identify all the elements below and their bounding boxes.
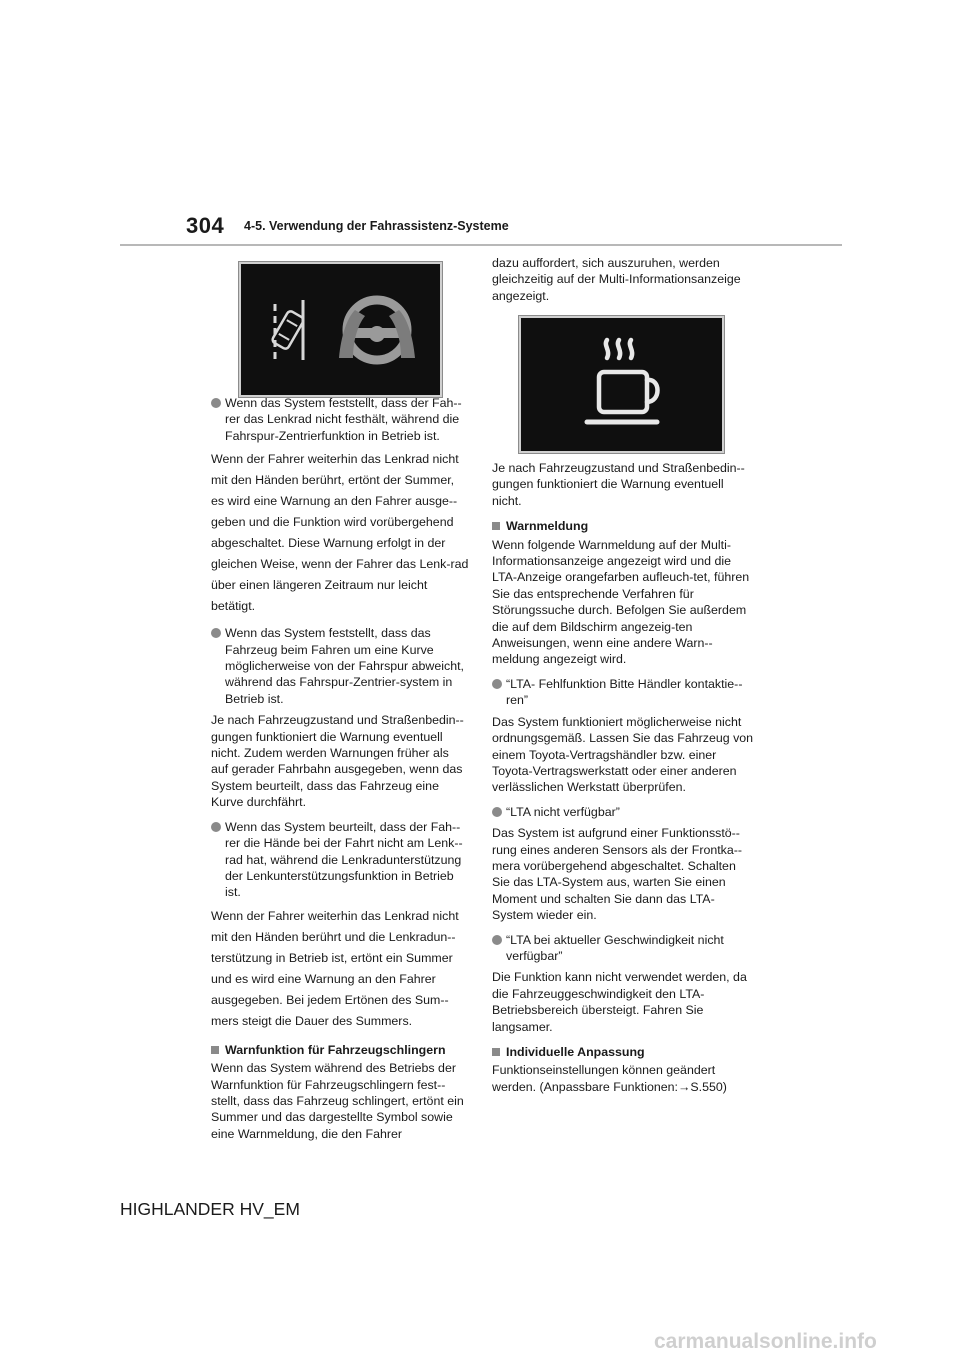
paragraph: Funktionseinstellungen können geändert werden. (Anpassbare Funktionen:→S.550) — [492, 1063, 727, 1094]
paragraph: Je nach Fahrzeugzustand und Straßenbedin-gungen funktioniert die Warnung eventuell nicht. — [492, 461, 745, 508]
left-column — [211, 395, 469, 1147]
lane-departure-icon — [271, 300, 305, 360]
paragraph: Wenn der Fahrer weiterhin das Lenkrad nicht mit den Händen berührt und die Lenkradun-terstützung in Betrieb ist, ertönt ein Summer und es wird eine Warnung an den Fahrer ausgegeben. Bei jedem Ertönen des Sum-mers steigt die Dauer des Summers. — [211, 908, 459, 1028]
subheading — [492, 1044, 754, 1060]
bullet-text: Wenn das System beurteilt, dass der Fah-rer die Hände bei der Fahrt nicht am Lenk-rad hat, während die Lenkradunterstützung der Lenkunterstützungsfunktion in Betrieb ist. — [225, 819, 463, 900]
bullet-text: “LTA- Fehlfunktion Bitte Händler kontaktie-ren” — [506, 676, 743, 708]
paragraph: Wenn der Fahrer weiterhin das Lenkrad nicht mit den Händen berührt, ertönt der Summer, es wird eine Warnung an den Fahrer ausge-geben und die Funktion wird vorübergehend abgeschaltet. Diese Warnung erfolgt in der gleichen Weise, wenn der Fahrer das Lenk-rad über einen längeren Zeitraum nur leicht betätigt. — [211, 452, 469, 614]
watermark: carmanualsonline.info — [654, 1330, 877, 1353]
rest-suggestion-figure — [519, 316, 724, 453]
bullet-icon — [211, 628, 221, 638]
subheading-text: Warnmeldung — [506, 519, 589, 534]
square-bullet-icon — [492, 1048, 500, 1056]
right-column-lower — [492, 460, 754, 1100]
square-bullet-icon — [211, 1046, 219, 1054]
paragraph: Das System ist aufgrund einer Funktionsstö-rung eines anderen Sensors als der Frontka-mera vorübergehend abgeschaltet. Schalten Sie das LTA-System aus, warten Sie einen Moment und schalten Sie dann das LTA-System wieder ein. — [492, 826, 743, 923]
list-item — [211, 819, 469, 901]
bullet-icon — [492, 935, 502, 945]
bullet-icon — [211, 398, 221, 408]
subheading-text: Individuelle Anpassung — [506, 1045, 645, 1059]
list-item — [492, 804, 754, 820]
page-number: 304 — [186, 213, 225, 238]
right-column — [492, 255, 754, 309]
bullet-text: Wenn das System feststellt, dass das Fahrzeug beim Fahren um eine Kurve möglicherweise von der Fahrspur abweicht, während das Fahrspur-Zentrier-system in Betrieb ist. — [225, 626, 464, 706]
coffee-cup-icon — [521, 318, 722, 451]
header-divider — [120, 244, 842, 246]
footer-model-label: HIGHLANDER HV_EM — [120, 1199, 300, 1219]
bullet-text: “LTA nicht verfügbar” — [506, 804, 620, 819]
steering-warning-figure — [239, 262, 442, 397]
bullet-icon — [492, 679, 502, 689]
bullet-icon — [211, 822, 221, 832]
hands-on-steering-wheel-icon — [339, 300, 415, 360]
subheading-text: Warnfunktion für Fahrzeugschlingern — [225, 1042, 446, 1057]
list-item — [211, 625, 469, 707]
paragraph: Wenn das System während des Betriebs der Warnfunktion für Fahrzeugschlingern fest-stellt, dass das Fahrzeug schlingert, ertönt ein Summer und das dargestellte Symbol sowie eine Warnmeldung, die den Fahrer — [211, 1061, 464, 1141]
bullet-text: “LTA bei aktueller Geschwindigkeit nicht verfügbar” — [506, 932, 724, 963]
subheading — [492, 518, 754, 534]
square-bullet-icon — [492, 522, 500, 530]
section-title: 4-5. Verwendung der Fahrassistenz-Systeme — [244, 219, 509, 233]
list-item — [492, 932, 754, 965]
subheading — [211, 1042, 469, 1058]
bullet-text: Wenn das System feststellt, dass der Fah-rer das Lenkrad nicht festhält, während die Fahrspur-Zentrierfunktion in Betrieb ist. — [225, 396, 462, 443]
paragraph: Je nach Fahrzeugzustand und Straßenbedin-gungen funktioniert die Warnung eventuell nicht. Zudem werden Warnungen früher als auf gerader Fahrbahn ausgegeben, wenn das System beurteilt, dass das Fahrzeug eine Kurve durchfährt. — [211, 713, 464, 810]
paragraph: Die Funktion kann nicht verwendet werden, da die Fahrzeuggeschwindigkeit den LTA-Betriebsbereich übersteigt. Fahren Sie langsamer. — [492, 970, 747, 1034]
list-item — [492, 676, 754, 709]
bullet-icon — [492, 807, 502, 817]
paragraph: dazu auffordert, sich auszuruhen, werden gleichzeitig auf der Multi-Informationsanzeige angezeigt. — [492, 256, 741, 303]
list-item — [211, 395, 469, 444]
paragraph: Wenn folgende Warnmeldung auf der Multi-Informationsanzeige angezeigt wird und die LTA-Anzeige orangefarben aufleuch-tet, führen Sie das entsprechende Verfahren für Störungssuche durch. Befolgen Sie außerdem die auf dem Bildschirm angezeig-ten Anweisungen, wenn eine andere Warn-meldung angezeigt wird. — [492, 537, 750, 667]
steering-warning-graphic — [241, 264, 440, 395]
paragraph: Das System funktioniert möglicherweise nicht ordnungsgemäß. Lassen Sie das Fahrzeug von einem Toyota-Vertragshändler bzw. einer Toyota-Vertragswerkstatt oder einer anderen verlässlichen Werkstatt überprüfen. — [492, 714, 754, 795]
